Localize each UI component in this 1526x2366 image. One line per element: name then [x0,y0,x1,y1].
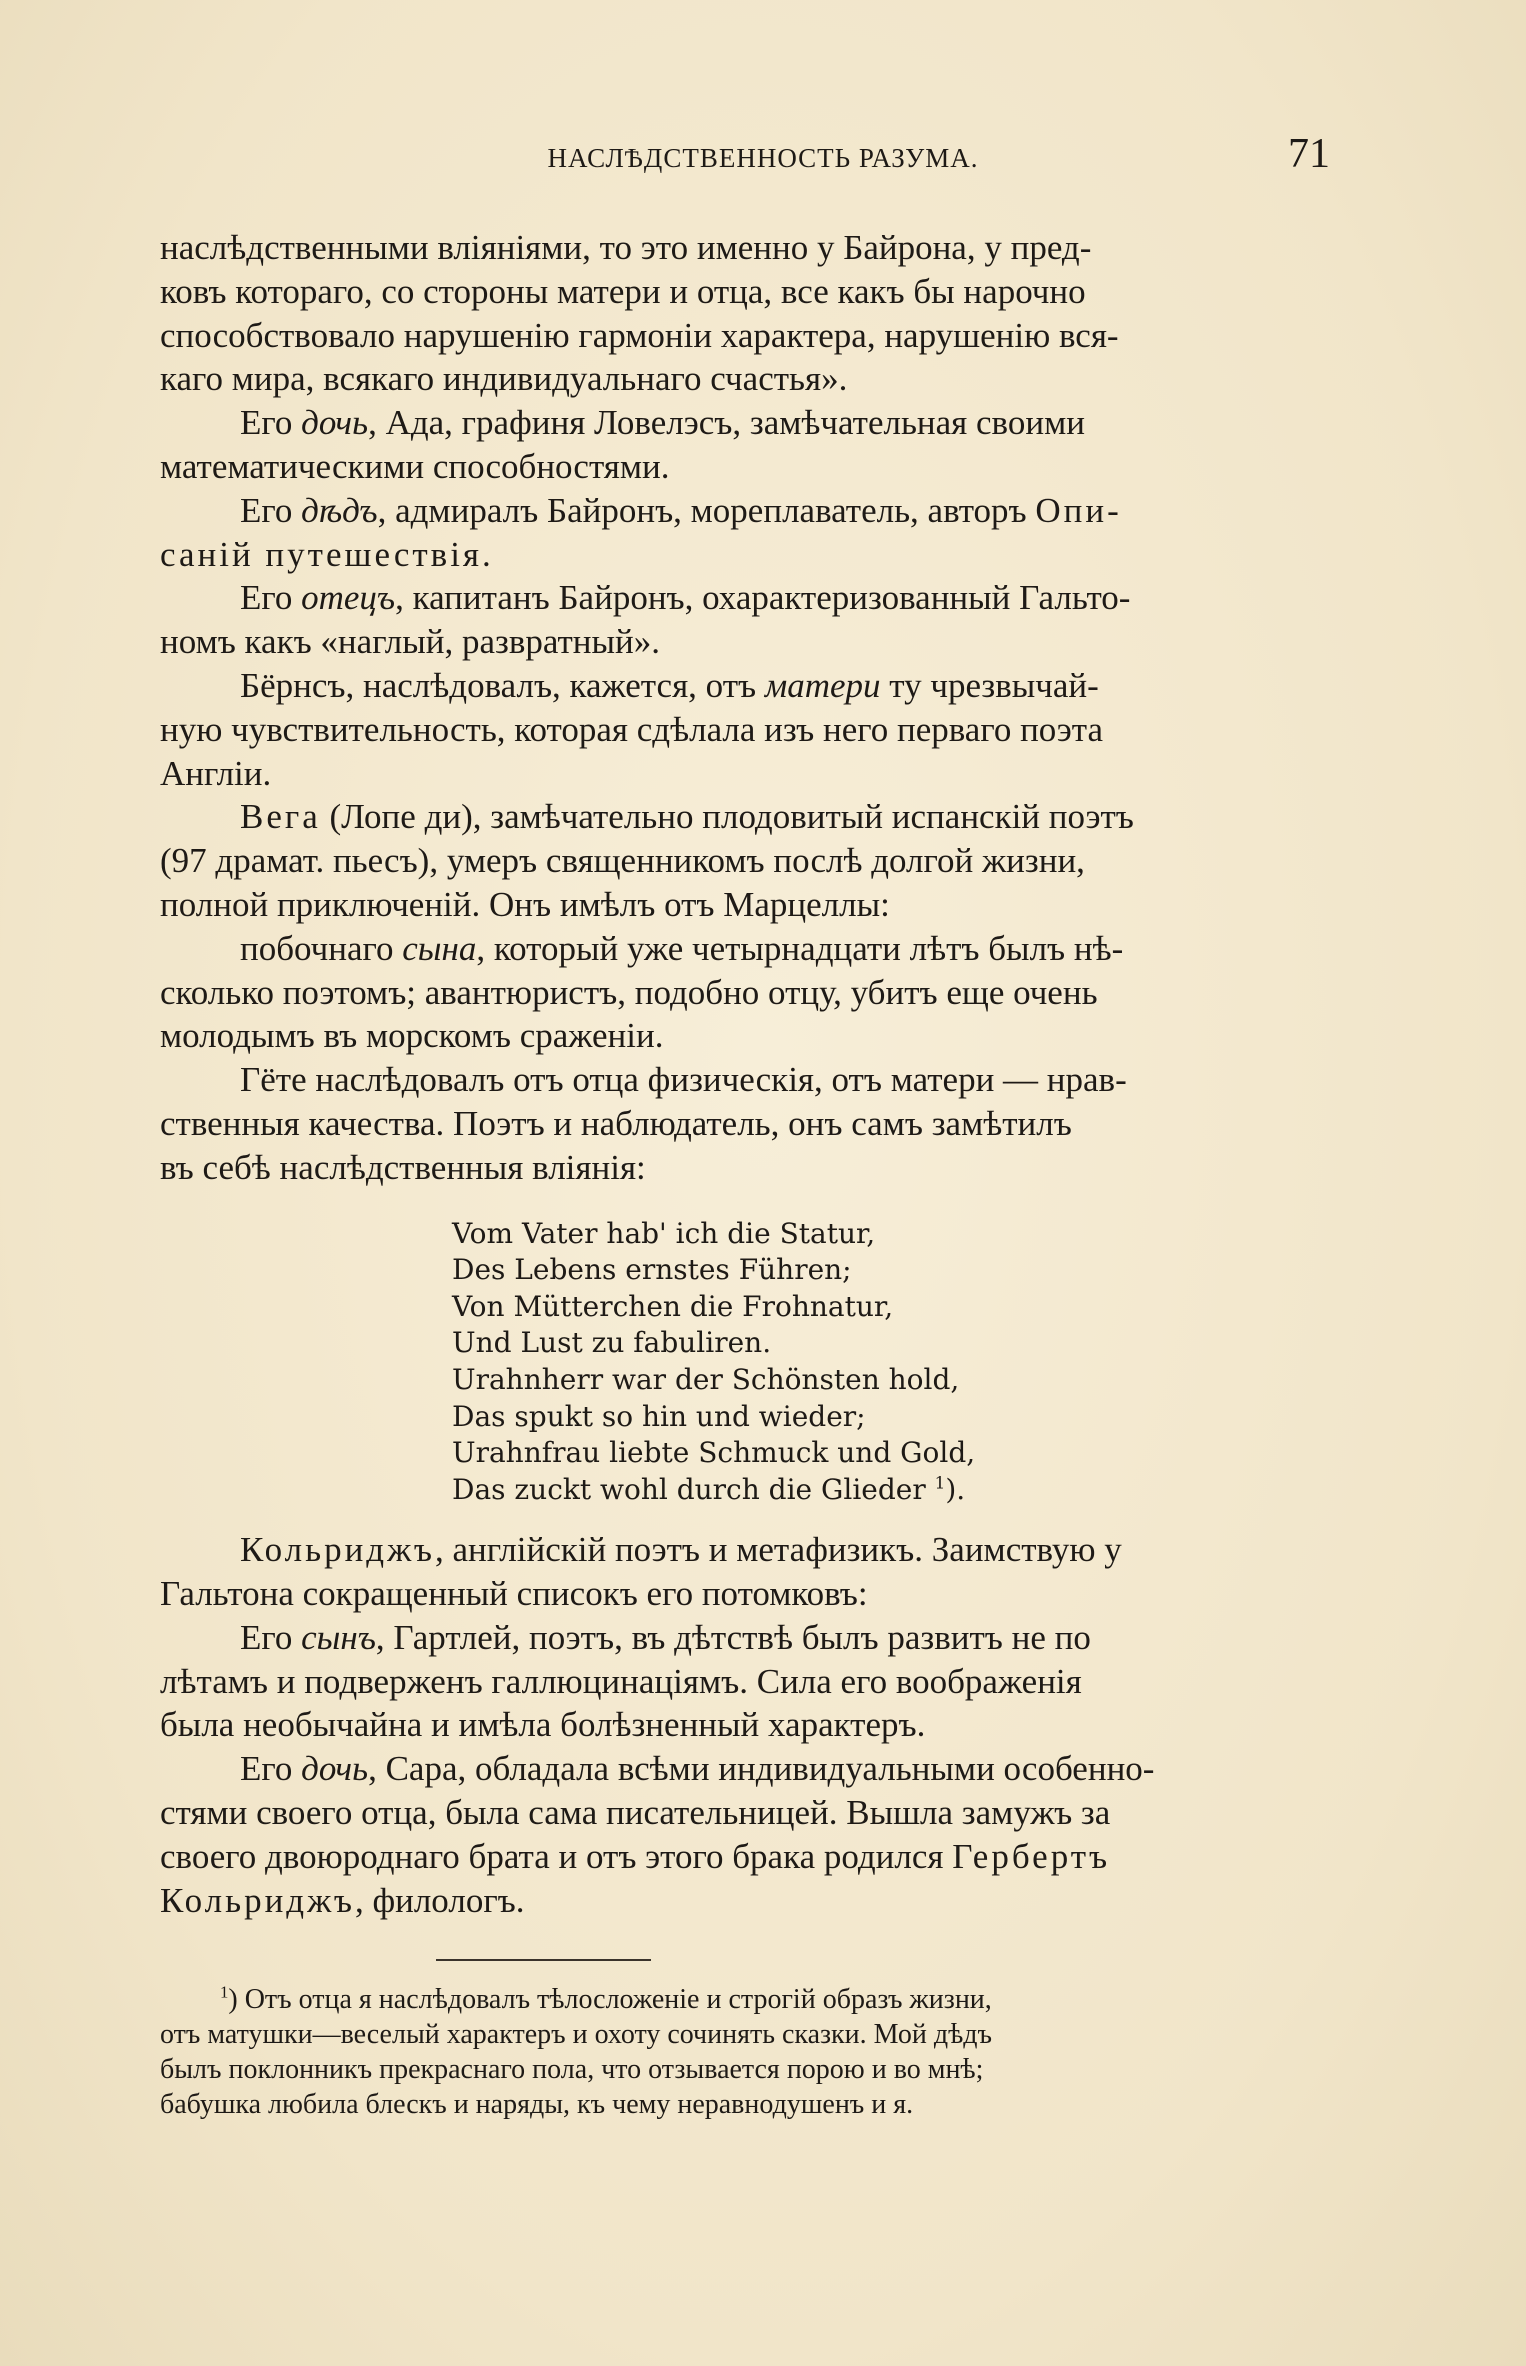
poem-line: Und Lust zu fabuliren. [452,1326,772,1360]
body-text [160,226,1340,1922]
poem-line: Urahnherr war der Schönsten hold, [452,1362,960,1396]
footnote-line: отъ матушки—веселый характеръ и охоту сочинять сказки. Мой дѣдъ [160,2019,993,2050]
text-line: Его сынъ, Гартлей, поэтъ, въ дѣтствѣ былъ развитъ не по [240,1617,1091,1657]
text-line: Англіи. [160,753,272,793]
footnote-ref: 1 [934,1472,946,1493]
poem-line: Vom Vater hab' ich die Statur, [452,1216,876,1250]
text-line: Гальтона сокращенный списокъ его потомковъ: [160,1574,868,1614]
footnote [160,1982,1340,2122]
text-line: Гёте наслѣдовалъ отъ отца физическія, отъ матери — нрав- [240,1060,1127,1100]
emphasis: матери [764,665,881,705]
text-line: наслѣдственными вліяніями, то это именно у Байрона, у пред- [160,228,1092,267]
text-line: Его дочь, Сара, обладала всѣми индивидуальными особенно- [240,1749,1155,1789]
emphasis: дѣдъ [301,490,378,530]
text-line: своего двоюроднаго брата и отъ этого брака родился Гербертъ [160,1836,1111,1876]
text-line: Кольриджъ, англійскій поэтъ и метафизикъ. Заимствую у [240,1530,1122,1570]
running-title: НАСЛѢДСТВЕННОСТЬ РАЗУМА. [547,143,979,173]
poem-block [452,1216,1340,1509]
text-line: Вега (Лопе ди), замѣчательно плодовитый испанскій поэтъ [240,797,1134,837]
text-line: въ себѣ наслѣдственныя вліянія: [160,1147,646,1187]
text-line: (97 драмат. пьесъ), умеръ священникомъ послѣ долгой жизни, [160,841,1085,881]
text-line: побочнаго сына, который уже четырнадцати лѣтъ былъ нѣ- [240,928,1124,968]
text-line: молодымъ въ морскомъ сраженіи. [160,1016,664,1056]
text-line: Его дочь, Ада, графиня Ловелэсъ, замѣчательная своими [240,403,1085,443]
poem-line: Das spukt so hin und wieder; [452,1399,866,1433]
emphasis: сына [402,928,477,968]
spaced-name: Вега [240,797,321,837]
emphasis: сынъ [301,1617,376,1657]
poem-line: Das zuckt wohl durch die Glieder $^1$). [452,1472,966,1506]
text-line: ственныя качества. Поэтъ и наблюдатель, онъ самъ замѣтилъ [160,1103,1072,1143]
footnote-line: былъ поклонникъ прекраснаго пола, что отзывается порою и во мнѣ; [160,2054,984,2085]
emphasis: дочь [301,1749,369,1789]
poem-line: Urahnfrau liebte Schmuck und Gold, [452,1436,976,1470]
text-line: ковъ котораго, со стороны матери и отца, все какъ бы нарочно [160,271,1086,311]
footnote-mark: 1 [220,1982,229,2002]
footnote-line: $^1$) Отъ отца я наслѣдовалъ тѣлосложеніе и строгій образъ жизни, [220,1982,992,2015]
text-line: Его отецъ, капитанъ Байронъ, охарактеризованный Гальто- [240,578,1131,618]
text-line: саній путешествія. [160,534,494,574]
text-line: способствовало нарушенію гармоніи характера, нарушенію вся- [160,315,1119,355]
text-line: номъ какъ «наглый, развратный». [160,622,661,662]
text-line: сколько поэтомъ; авантюристъ, подобно отцу, убитъ еще очень [160,972,1098,1012]
poem-line: Von Mütterchen die Frohnatur, [452,1289,894,1323]
text-line: стями своего отца, была сама писательницей. Вышла замужъ за [160,1793,1111,1833]
text-line: полной приключеній. Онъ имѣлъ отъ Марцеллы: [160,884,890,924]
page-number: 71 [1288,131,1330,177]
text-line: каго мира, всякаго индивидуальнаго счастья». [160,359,848,399]
text-line: была необычайна и имѣла болѣзненный характеръ. [160,1705,926,1745]
text-line: Бёрнсъ, наслѣдовалъ, кажется, отъ матери ту чрезвычай- [240,665,1099,705]
spaced-name: Кольриджъ [160,1880,355,1920]
footnote-line: бабушка любила блескъ и наряды, къ чему неравнодушенъ и я. [160,2089,914,2120]
text-line: Кольриджъ, филологъ. [160,1880,525,1920]
text-line: математическими способностями. [160,446,670,486]
footnote-rule [436,1959,651,1961]
emphasis: отецъ [301,578,396,618]
spaced-name: Гербертъ [952,1836,1111,1876]
emphasis: дочь [301,403,369,443]
text-line: ную чувствительность, которая сдѣлала изъ него перваго поэта [160,709,1104,749]
after-poem [160,1528,1340,1922]
text-line: лѣтамъ и подверженъ галлюцинаціямъ. Сила его воображенія [160,1661,1082,1701]
spaced-name: Кольриджъ [240,1530,435,1570]
text-line: Его дѣдъ, адмиралъ Байронъ, мореплаватель, авторъ Опи- [240,490,1122,530]
poem-line: Des Lebens ernstes Führen; [452,1253,852,1287]
